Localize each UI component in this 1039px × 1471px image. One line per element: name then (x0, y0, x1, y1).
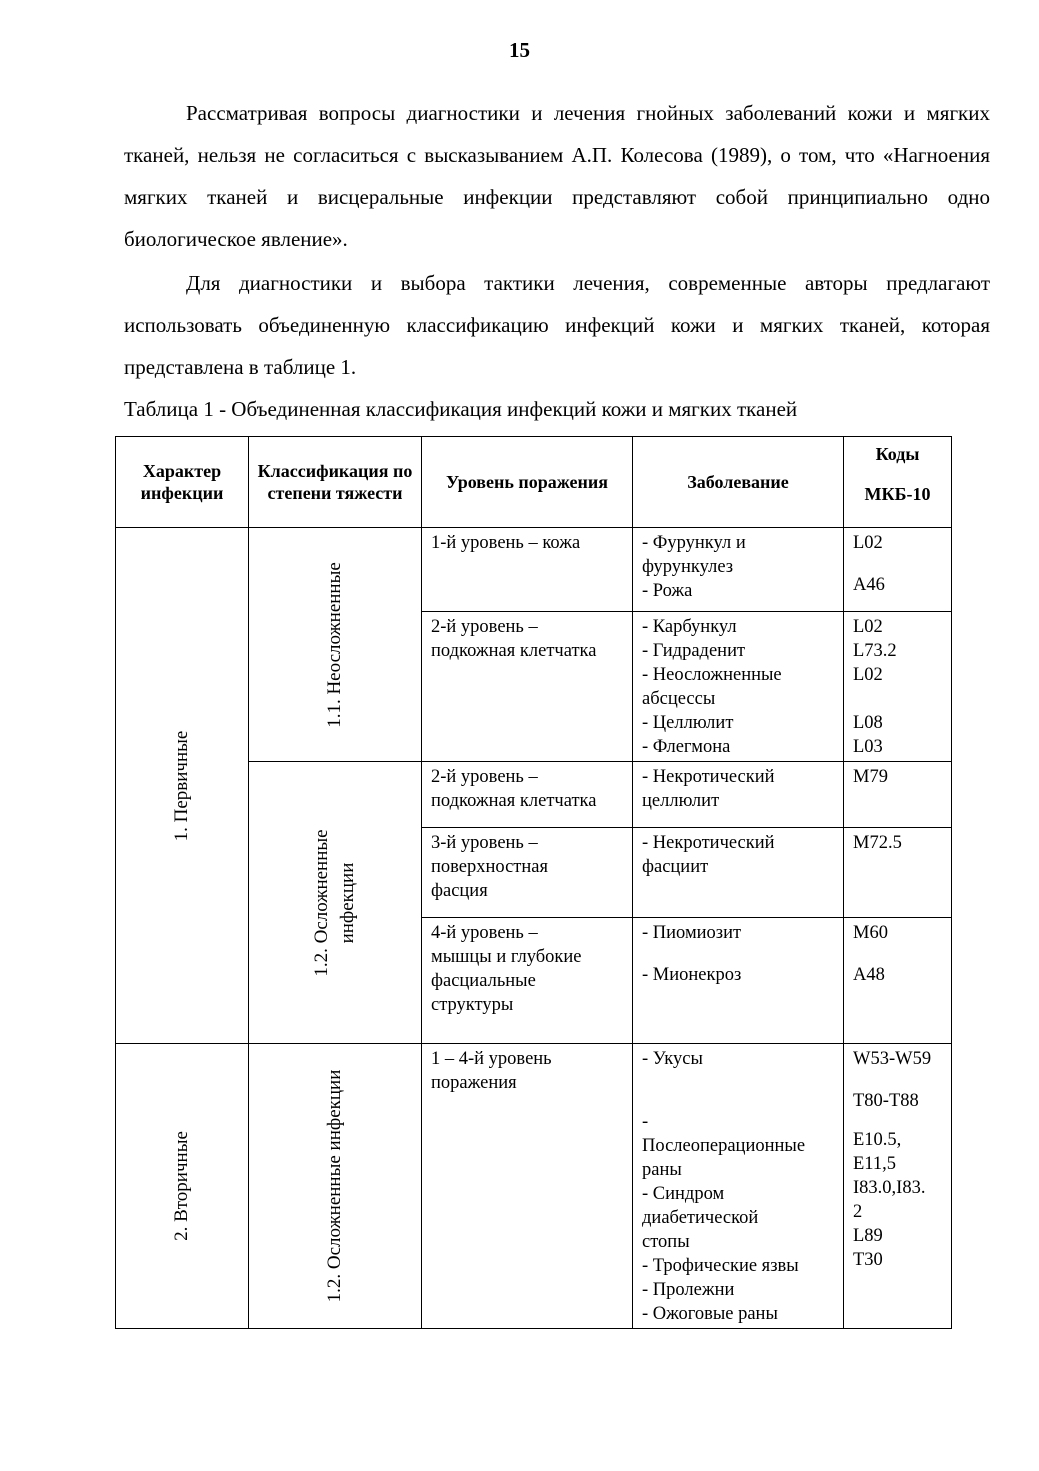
table-row (116, 528, 952, 612)
level-line: подкожная клетчатка (431, 641, 597, 661)
level-cell (422, 528, 633, 612)
code-line: L89 (853, 1226, 883, 1246)
code-cell (844, 1044, 952, 1329)
level-line: поверхностная (431, 857, 549, 877)
level-cell (422, 1044, 633, 1329)
disease-cell (633, 762, 844, 828)
group-secondary (116, 1044, 249, 1329)
code-line: M60 (853, 923, 888, 943)
disease-line: - Трофические язвы (642, 1256, 799, 1276)
code-cell (844, 528, 952, 612)
disease-line: - Фурункул и (642, 533, 746, 553)
page-number: 15 (509, 38, 530, 62)
level-line: фасция (431, 881, 488, 901)
level-line: мышцы и глубокие (431, 947, 582, 967)
table-row (116, 1044, 952, 1329)
disease-line: - Флегмона (642, 737, 731, 757)
code-line: 2 (853, 1202, 863, 1222)
disease-line (642, 945, 835, 963)
group-primary-label: 1. Первичные (171, 730, 192, 841)
level-cell (422, 762, 633, 828)
header-disease: Заболевание (633, 437, 844, 528)
code-line (853, 1113, 943, 1128)
disease-line: абсцессы (642, 689, 716, 709)
header-severity: Классификация по степени тяжести (249, 437, 422, 528)
table-header-row (116, 437, 952, 528)
level-line: 2-й уровень – (431, 767, 538, 787)
disease-line: - Целлюлит (642, 713, 734, 733)
code-line (853, 555, 943, 573)
disease-line: - Пролежни (642, 1280, 735, 1300)
code-line: A46 (853, 575, 885, 595)
disease-line: - Рожа (642, 581, 693, 601)
code-line: A48 (853, 965, 885, 985)
level-line: 2-й уровень – (431, 617, 538, 637)
code-line: M79 (853, 767, 888, 787)
code-line: L02 (853, 617, 883, 637)
code-line: L03 (853, 737, 883, 757)
code-line: T30 (853, 1250, 883, 1270)
paragraph-1: Рассматривая вопросы диагностики и лечения гнойных заболеваний кожи и мягких тканей, нельзя не согласиться с высказыванием А.П. Колесова (1989), о том, что «Нагноения мягких тканей и висцеральные инфекции представляют собой принципиально одно биологическое явление». (124, 101, 990, 251)
code-cell (844, 762, 952, 828)
paragraph-2: Для диагностики и выбора тактики лечения, современные авторы предлагают использовать объединенную классификацию инфекций кожи и мягких тканей, которая представлена в таблице 1. (124, 271, 990, 379)
header-level: Уровень поражения (422, 437, 633, 528)
disease-line: - Карбункул (642, 617, 737, 637)
level-line: 1-й уровень – кожа (431, 533, 581, 553)
disease-line: Послеоперационные (642, 1136, 806, 1156)
disease-line: раны (642, 1160, 682, 1180)
disease-line: - Укусы (642, 1049, 703, 1069)
disease-line: - Неосложненные (642, 665, 782, 685)
disease-line: - Синдром (642, 1184, 725, 1204)
disease-cell (633, 612, 844, 762)
group-uncomplicated (249, 528, 422, 762)
level-line: 3-й уровень – (431, 833, 538, 853)
disease-line: - (642, 1112, 649, 1132)
code-line: M72.5 (853, 833, 902, 853)
disease-line: - Пиомиозит (642, 923, 742, 943)
disease-line: - Ожоговые раны (642, 1304, 778, 1324)
disease-line: целлюлит (642, 791, 720, 811)
code-line: L08 (853, 713, 883, 733)
disease-cell (633, 828, 844, 918)
code-line: L73.2 (853, 641, 897, 661)
disease-cell (633, 1044, 844, 1329)
disease-line: - Некротический (642, 767, 775, 787)
disease-line (642, 1095, 835, 1110)
classification-table (115, 436, 952, 1329)
level-line: 1 – 4-й уровень (431, 1049, 552, 1069)
disease-cell (633, 918, 844, 1044)
code-line: L02 (853, 533, 883, 553)
code-cell (844, 612, 952, 762)
level-cell (422, 612, 633, 762)
header-character: Характер инфекции (116, 437, 249, 528)
disease-line: стопы (642, 1232, 690, 1252)
code-line: W53-W59 (853, 1049, 932, 1069)
code-cell (844, 828, 952, 918)
level-cell (422, 828, 633, 918)
group-complicated (249, 762, 422, 1044)
code-line (853, 1071, 943, 1089)
code-line: T80-T88 (853, 1091, 919, 1111)
header-codes-line2: МКБ-10 (864, 484, 931, 504)
level-line: структуры (431, 995, 514, 1015)
level-cell (422, 918, 633, 1044)
header-codes (844, 437, 952, 528)
disease-line: - Гидраденит (642, 641, 746, 661)
code-line: I83.0,I83. (853, 1178, 926, 1198)
code-line (853, 687, 943, 711)
code-cell (844, 918, 952, 1044)
level-line: фасциальные (431, 971, 536, 991)
level-line: поражения (431, 1073, 517, 1093)
code-line: L02 (853, 665, 883, 685)
group-uncomplicated-label: 1.1. Неосложненные (324, 561, 345, 728)
disease-line: - Мионекроз (642, 965, 742, 985)
header-codes-line1: Коды (875, 444, 920, 464)
group-secondary-complicated (249, 1044, 422, 1329)
disease-line: фасциит (642, 857, 709, 877)
level-line: 4-й уровень – (431, 923, 538, 943)
group-complicated-label: 1.2. Осложненные инфекции (311, 828, 358, 977)
group-secondary-label: 2. Вторичные (171, 1131, 192, 1241)
disease-line (642, 1071, 835, 1095)
disease-line: - Некротический (642, 833, 775, 853)
group-secondary-complicated-label: 1.2. Осложненные инфекции (324, 1069, 345, 1303)
code-line: E11,5 (853, 1154, 896, 1174)
disease-cell (633, 528, 844, 612)
table-caption: Таблица 1 - Объединенная классификация инфекций кожи и мягких тканей (124, 397, 798, 421)
code-line (853, 945, 943, 963)
group-primary (116, 528, 249, 1044)
disease-line: фурункулез (642, 557, 734, 577)
level-line: подкожная клетчатка (431, 791, 597, 811)
disease-line: диабетической (642, 1208, 759, 1228)
code-line: E10.5, (853, 1130, 902, 1150)
